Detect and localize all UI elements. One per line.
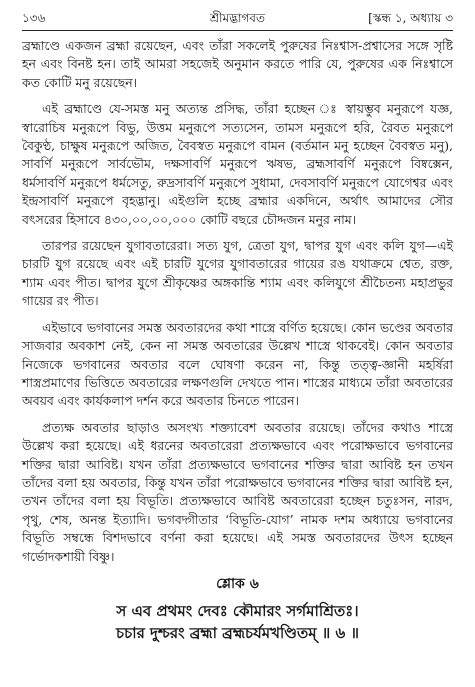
page-number: ১৩৬ xyxy=(22,11,46,25)
book-title: শ্রীমদ্ভাগবত xyxy=(209,11,265,25)
page-header xyxy=(22,8,453,28)
verse-line: স এব প্রথমং দেবঃ কৌমারং সর্গমাশ্রিতঃ। xyxy=(116,601,359,620)
section-reference: [স্কন্ধ ১, অধ্যায় ৩ xyxy=(368,11,453,25)
paragraph: এইভাবে ভগবানের সমস্ত অবতারদের কথা শাস্ত্রে বর্ণিত হয়েছে। কোন ভণ্ডের অবতার সাজবার অবকাশ নেই, কেন না সমস্ত অবতারের উল্লেখ শাস্ত্রে থাকবেই। কোন অবতার নিজেকে ভগবানের অবতার বলে ঘোষণা করেন না, কিন্তু তত্ত্ব-জ্ঞানী মহর্ষিরা শাস্ত্রপ্রমাণের ভিত্তিতে অবতারের লক্ষণগুলি দেখতে পান। শাস্ত্রের মাধ্যমে তাঁরা অবতারের অবয়ব এবং কার্যকলাপ দর্শন করে অবতার চিনতে পারেন। xyxy=(22,319,453,409)
paragraph: প্রত্যক্ষ অবতার ছাড়াও অসংখ্য শক্ত্যাবেশ অবতার রয়েছে। তাঁদের কথাও শাস্ত্রে উল্লেখ করা হয়েছে। এই ধরনের অবতারেরা প্রত্যক্ষভাবে এবং পরোক্ষভাবে ভগবানের শক্তির দ্বারা আবিষ্ট। যখন তাঁরা প্রত্যক্ষভাবে ভগবানের শক্তির দ্বারা আবিষ্ট হন তখন তাঁদের বলা হয় অবতার, কিন্তু যখন তাঁরা পরোক্ষভাবে ভগবানের শক্তির দ্বারা আবিষ্ট হন, তখন তাঁদের বলা হয় বিভূতি। প্রত্যক্ষভাবে আবিষ্ট অবতারেরা হচ্ছেন চতুঃসন, নারদ, পৃথু, শেষ, অনন্ত ইত্যাদি। ভগবদ্গীতার ‘বিভূতি-যোগ’ নামক দশম অধ্যায়ে ভগবানের বিভূতি সম্বন্ধে বিশদভাবে বর্ণনা করা হয়েছে। এই সমস্ত অবতারদের উৎস হচ্ছেন গর্ভোদকশায়ী বিষ্ণু। xyxy=(22,419,453,564)
verse-label: শ্লোক ৬ xyxy=(216,575,259,592)
paragraph: ব্রহ্মাণ্ডে একজন ব্রহ্মা রয়েছেন, এবং তাঁরা সকলেই পুরুষের নিঃশ্বাস-প্রশ্বাসের সঙ্গে সৃষ্টি হন এবং বিনষ্ট হন। তাই আমরা সহজেই অনুমান করতে পারি যে, পুরুষের এক নিঃশ্বাসে কত কোটি মনু রয়েছেন। xyxy=(22,38,453,90)
paragraph: এই ব্রহ্মাণ্ডে যে-সমস্ত মনু অত্যন্ত প্রসিদ্ধ, তাঁরা হচ্ছেন ঃ স্বায়ম্ভুব মনুরূপে যজ্ঞ, স্বারোচিষ মনুরূপে বিভু, উত্তম মনুরূপে সত্যসেন, তামস মনুরূপে হরি, রৈবত মনুরূপে বৈকুণ্ঠ, চাক্ষুষ মনুরূপে অজিত, বৈবস্বত মনুরূপে বামন (বর্তমান মনু হচ্ছেন বৈবস্বত মনু), সাবর্ণি মনুরূপে সার্বভৌম, দক্ষসাবর্ণি মনুরূপে ঋষভ, ব্রহ্মসাবর্ণি মনুরূপে বিষ্বক্সেন, ধর্মসাবর্ণি মনুরূপে ধর্মসেতু, রুদ্রসাবর্ণি মনুরূপে সুধামা, দেবসাবর্ণি মনুরূপে যোগেশ্বর এবং ইন্দ্রসাবর্ণি মনুরূপে বৃহদ্ভানু। এইগুলি হচ্ছে ব্রহ্মার একদিনে, অর্থাৎ আমাদের সৌর বৎসরের হিসাবে ৪৩০,০০,০০,০০০ কোটি বছরে চৌদ্দজন মনুর নাম। xyxy=(22,101,453,227)
verse-line: চচার দুশ্চরং ব্রহ্মা ব্রহ্মচর্যমখণ্ডিতম্ ॥ ৬ ॥ xyxy=(116,623,359,642)
header-rule xyxy=(22,30,453,31)
paragraph: তারপর রয়েছেন যুগাবতারেরা। সত্য যুগ, ত্রেতা যুগ, দ্বাপর যুগ এবং কলি যুগ—এই চারটি যুগ রয়েছে এবং এই চারটি যুগের যুগাবতারের গায়ের রঙ যথাক্রমে শ্বেত, রক্ত, শ্যাম এবং পীত। দ্বাপর যুগে শ্রীকৃষ্ণের অঙ্গকান্তি শ্যাম এবং কলিযুগে শ্রীচৈতন্য মহাপ্রভুর গায়ের রং পীত। xyxy=(22,238,453,309)
